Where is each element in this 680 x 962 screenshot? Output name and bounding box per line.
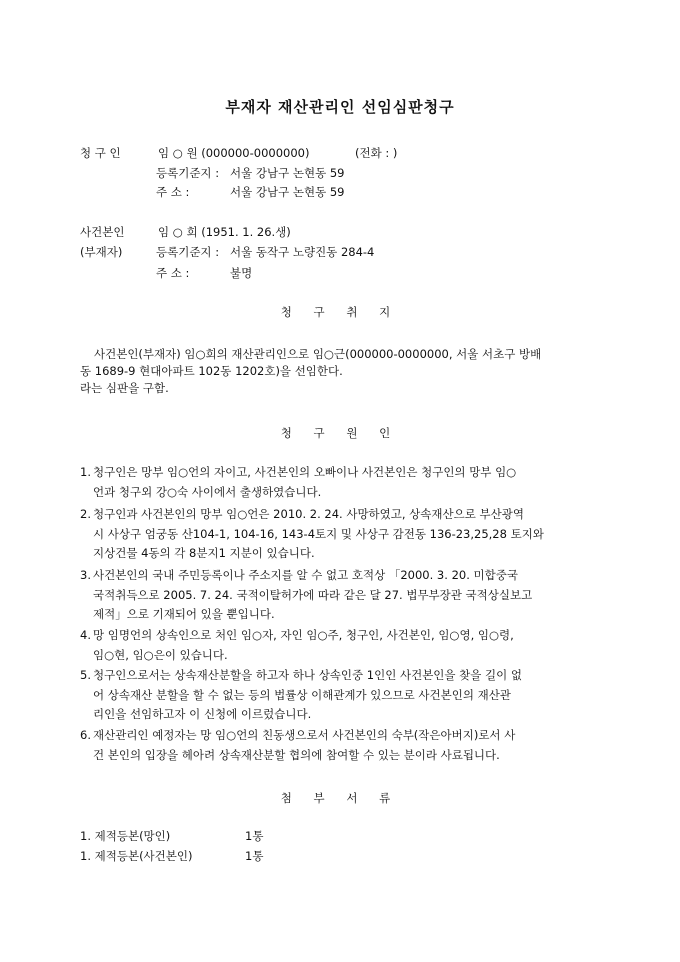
subject-reg-label: 등록기준지 :: [156, 245, 220, 259]
document-title: 부재자 재산관리인 선임심판청구: [225, 98, 455, 116]
cause-item-line: 청구인과 사건본인의 망부 임○언은 2010. 2. 24. 사망하였고, 상속재산으로 부산광역: [93, 507, 524, 521]
cause-item-line: 리인을 선임하고자 이 신청에 이르렀습니다.: [93, 707, 312, 721]
cause-item-number: 3.: [80, 568, 91, 582]
claimant-addr-label: 주 소 :: [156, 185, 190, 199]
cause-item-line: 재산관리인 예정자는 망 임○언의 친동생으로서 사건본인의 숙부(작은아버지)로서 사: [93, 728, 516, 742]
claimant-label: 청 구 인: [80, 146, 121, 160]
cause-item-line: 제적」으로 기재되어 있을 뿐입니다.: [93, 607, 275, 621]
purpose-line: 사건본인(부재자) 임○희의 재산관리인으로 임○근(000000-0000000, 서울 서초구 방배: [94, 347, 542, 361]
cause-item-number: 2.: [80, 507, 91, 521]
subject-label: 사건본인: [80, 225, 125, 239]
cause-item-line: 시 사상구 엄궁동 산104-1, 104-16, 143-4토지 및 사상구 감전동 136-23,25,28 토지와: [93, 526, 544, 541]
attachment-count: 1통: [245, 829, 264, 843]
claimant-reg-value: 서울 강남구 논현동 59: [230, 166, 345, 180]
cause-heading: 청 구 원 인: [280, 426, 400, 440]
subject-sub-label: (부재자): [80, 245, 123, 259]
cause-item-line: 어 상속재산 분할을 할 수 없는 등의 법률상 이해관계가 있으므로 사건본인의 재산관: [93, 687, 511, 702]
cause-item-line: 청구인으로서는 상속재산분할을 하고자 하나 상속인중 1인인 사건본인을 찾을 길이 없: [93, 668, 523, 682]
attachment-item: [80, 828, 264, 844]
claimant-name: 임 ○ 원 (000000-0000000): [158, 146, 310, 160]
cause-item-number: 1.: [80, 465, 91, 479]
subject-name: 임 ○ 희 (1951. 1. 26.생): [158, 225, 291, 239]
purpose-paragraph: [80, 346, 620, 397]
cause-item-line: 지상건물 4동의 각 8분지1 지분이 있습니다.: [93, 546, 315, 560]
claimant-phone: (전화 : ): [355, 146, 398, 160]
cause-item-line: 건 본인의 입장을 헤아려 상속재산분할 협의에 참여할 수 있는 분이라 사료됩니다.: [93, 747, 500, 762]
cause-item-line: 국적취득으로 2005. 7. 24. 국적이탈허가에 따라 같은 달 27. 법무부장관 국적상실보고: [93, 587, 533, 602]
attachment-label: 1. 제적등본(사건본인): [80, 849, 193, 863]
cause-item-line: 임○현, 임○은이 있습니다.: [93, 647, 228, 662]
subject-reg-value: 서울 동작구 노량진동 284-4: [230, 245, 375, 259]
cause-item-number: 5.: [80, 668, 91, 682]
cause-item-line: 언과 청구외 강○숙 사이에서 출생하였습니다.: [93, 484, 322, 499]
subject-addr-value: 불명: [230, 266, 253, 280]
attachments-heading: 첨 부 서 류: [280, 791, 400, 805]
cause-item-number: 6.: [80, 728, 91, 742]
cause-item-line: 망 임명언의 상속인으로 처인 임○자, 자인 임○주, 청구인, 사건본인, 임○영, 임○령,: [93, 628, 514, 642]
claimant-reg-label: 등록기준지 :: [156, 166, 220, 180]
purpose-line: 라는 심판을 구함.: [80, 381, 169, 395]
cause-item-line: 청구인은 망부 임○언의 자이고, 사건본인의 오빠이나 사건본인은 청구인의 망부 임○: [93, 465, 517, 479]
purpose-heading: 청 구 취 지: [280, 305, 400, 319]
attachment-count: 1통: [245, 849, 264, 863]
attachment-label: 1. 제적등본(망인): [80, 829, 171, 843]
attachment-item: [80, 848, 264, 864]
purpose-line: 동 1689-9 현대아파트 102동 1202호)을 선임한다.: [80, 364, 343, 378]
subject-addr-label: 주 소 :: [156, 266, 190, 280]
cause-item-line: 사건본인의 국내 주민등록이나 주소지를 알 수 없고 호적상 「2000. 3. 20. 미합중국: [93, 568, 518, 582]
cause-item-number: 4.: [80, 628, 91, 642]
claimant-addr-value: 서울 강남구 논현동 59: [230, 185, 345, 199]
